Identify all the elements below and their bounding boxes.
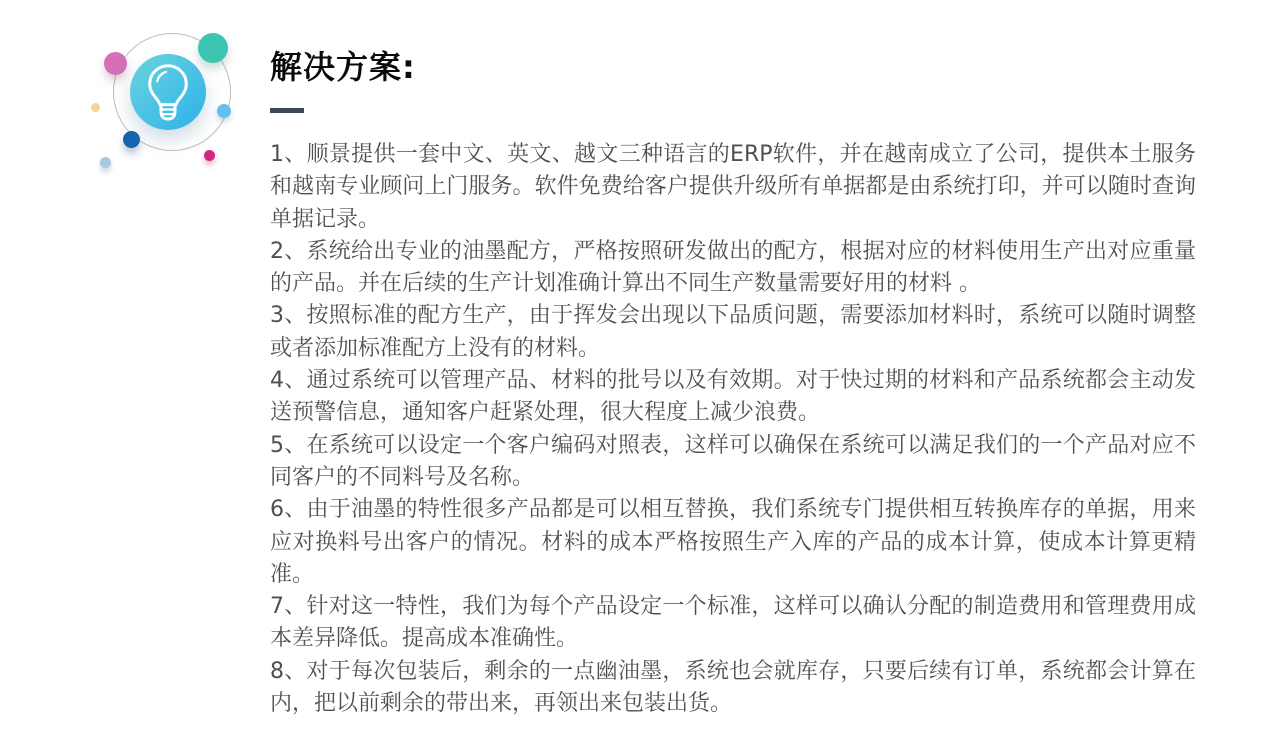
solution-item-8: 8、对于每次包装后，剩余的一点幽油墨，系统也会就库存，只要后续有订单，系统都会计算在内，把以前剩余的带出来，再领出来包装出货。 [270,658,1196,717]
solution-item-7: 7、针对这一特性，我们为每个产品设定一个标准，这样可以确认分配的制造费用和管理费用成本差异降低。提高成本准确性。 [270,594,1196,652]
solution-item-5: 5、在系统可以设定一个客户编码对照表，这样可以确保在系统可以满足我们的一个产品对应不同客户的不同料号及名称。 [270,432,1196,490]
lightbulb-graphic [85,25,245,185]
magenta-dot-icon [204,150,215,161]
solution-item-3: 3、按照标准的配方生产，由于挥发会出现以下品质问题，需要添加材料时，系统可以随时调整或者添加标准配方上没有的材料。 [270,303,1196,361]
solution-item-1: 1、顺景提供一套中文、英文、越文三种语言的ERP软件，并在越南成立了公司，提供本土服务和越南专业顾问上门服务。软件免费给客户提供升级所有单据都是由系统打印，并可以随时查询单据记录。 [270,142,1196,232]
bluegray-dot-icon [100,157,111,168]
title-underline [270,108,304,113]
solution-list [270,139,1196,720]
lightbulb-badge [130,54,206,130]
lightblue-dot-icon [217,104,231,118]
darkblue-dot-icon [123,131,140,148]
teal-dot-icon [198,33,228,63]
page-title: 解决方案: [270,48,416,86]
solution-item-4: 4、通过系统可以管理产品、材料的批号以及有效期。对于快过期的材料和产品系统都会主动发送预警信息，通知客户赶紧处理，很大程度上减少浪费。 [270,368,1196,426]
pink-dot-icon [104,52,127,75]
lightbulb-icon [145,62,191,122]
solution-item-6: 6、由于油墨的特性很多产品都是可以相互替换，我们系统专门提供相互转换库存的单据，用来应对换料号出客户的情况。材料的成本严格按照生产入库的产品的成本计算，使成本计算更精准。 [270,497,1196,587]
yellow-dot-icon [91,103,100,112]
solution-item-2: 2、系统给出专业的油墨配方，严格按照研发做出的配方，根据对应的材料使用生产出对应重量的产品。并在后续的生产计划准确计算出不同生产数量需要好用的材料 。 [270,238,1196,297]
